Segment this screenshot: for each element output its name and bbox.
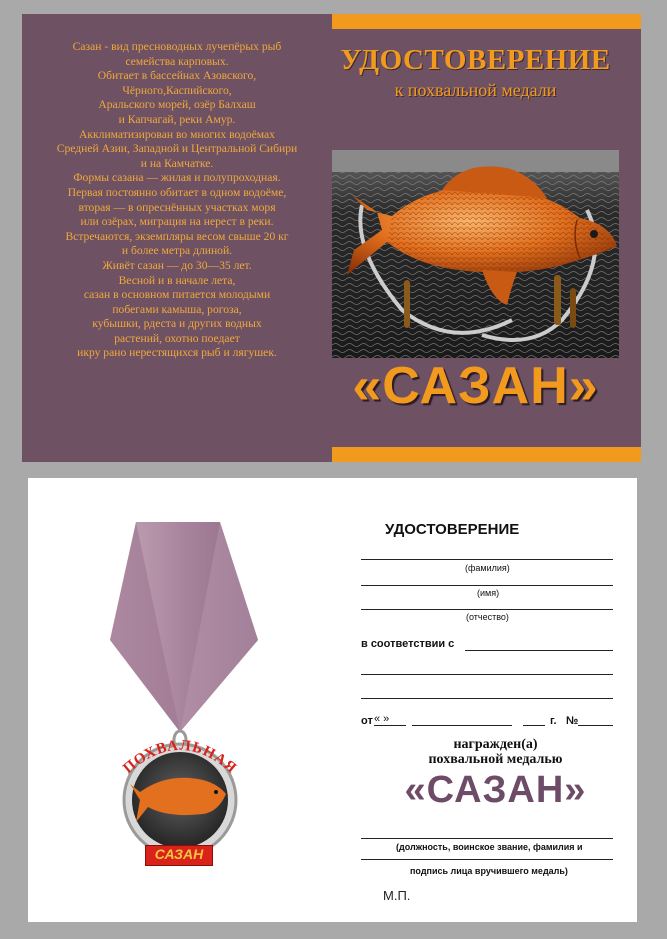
description-line: Формы сазана — жилая и полупроходная. [73,171,281,185]
description-line: и на Камчатке. [140,156,214,170]
description-line: Встречаются, экземпляры весом свыше 20 кг [65,229,289,243]
description-line: Акклиматизирован во многих водоёмах [79,127,275,141]
date-from-label: от [361,715,373,727]
bottom-accent-strip [332,447,641,462]
description-line: Первая постоянно обитает в одном водоёме, [67,185,287,199]
description-line: Весной и в начале лета, [118,273,236,287]
accordance-line-3[interactable] [361,698,613,699]
description-line: растений, охотно поедает [114,331,240,345]
number-label: № [566,715,579,727]
name-caption: (имя) [477,588,500,598]
form-title: УДОСТОВЕРЕНИЕ [385,521,520,538]
carp-photo [332,150,619,358]
name-line[interactable] [361,585,613,586]
description-line: Средней Азии, Западной и Центральной Сибири [56,142,298,156]
description-line: Аральского морей, озёр Балхаш [98,98,256,112]
awarded-text [382,737,609,767]
description-line: сазан в основном питается молодыми [83,288,271,302]
description-line: Живёт сазан — до 30—35 лет. [102,258,252,272]
description-line: вторая — в опреснённых участках моря [78,200,276,214]
description-line: Чёрного,Каспийского, [122,83,232,97]
surname-caption: (фамилия) [465,563,510,573]
description-line: икру рано нерестящихся рыб и лягушек. [77,346,277,360]
description-line: или озёрах, миграция на нерест в реки. [80,215,274,229]
carp-description [22,40,332,361]
month-line[interactable] [412,725,512,726]
patronymic-caption: (отчество) [466,612,509,622]
description-line: семейства карповых. [125,54,229,68]
cover-subtitle: к похвальной медали [394,80,557,100]
description-line: побегами камыша, рогоза, [112,302,242,316]
description-line: Сазан - вид пресноводных лучепёрых рыб [72,40,282,53]
cover-title: УДОСТОВЕРЕНИЕ [340,44,611,76]
svg-text:ПОХВАЛЬНАЯ [120,738,239,776]
medal-ring-text: ПОХВАЛЬНАЯ [120,737,240,776]
year-line[interactable] [523,725,545,726]
year-label: г. [550,715,557,727]
description-line: и Капчагай, реки Амур. [118,112,236,126]
description-line: кубышки, рдеста и других водных [92,317,262,331]
surname-line[interactable] [361,559,613,560]
patronymic-line[interactable] [361,609,613,610]
accordance-label: в соответствии с [361,638,455,650]
accordance-line-2[interactable] [361,674,613,675]
medal-banner-text: САЗАН [154,846,204,862]
signer-caption-1: (должность, воинское звание, фамилия и [396,842,583,852]
awarded-line-2: похвальной медалью [428,752,563,767]
description-line: Обитает в бассейнах Азовского, [97,69,257,83]
stamp-place: М.П. [383,888,411,903]
inside-medal-name: «САЗАН» [404,769,587,811]
medal-ring-text-path [118,736,242,776]
accordance-line[interactable] [465,650,613,651]
signer-line[interactable] [361,838,613,839]
number-line[interactable] [578,725,613,726]
top-accent-strip [332,14,641,29]
signature-line[interactable] [361,859,613,860]
description-line: и более метра длиной. [121,244,233,258]
awarded-line-1: награжден(а) [453,737,538,752]
medal-illustration [108,522,268,882]
date-quote-label: « » [374,713,390,725]
cover-medal-name: «САЗАН» [352,357,599,415]
signer-caption-2: подпись лица вручившего медаль) [410,866,568,876]
day-line[interactable] [374,725,406,726]
